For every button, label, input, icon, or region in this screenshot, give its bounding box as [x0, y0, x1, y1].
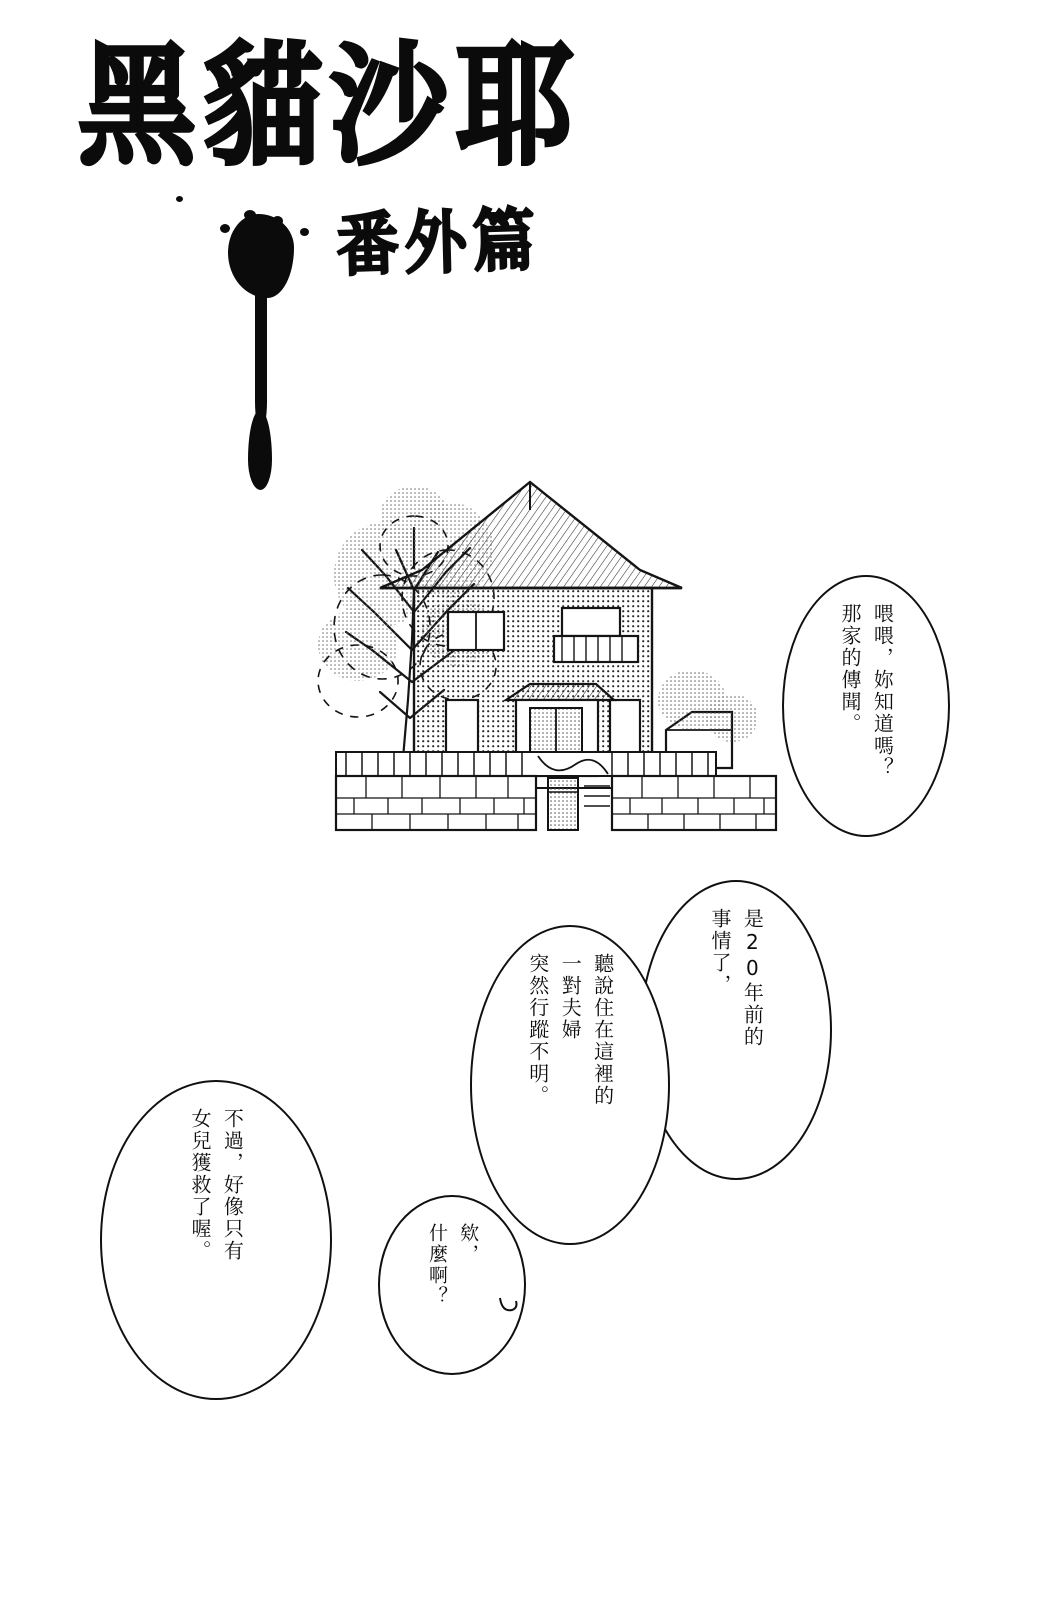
ink-speck [220, 224, 230, 233]
balloon-line: 是20年前的 [740, 908, 765, 1048]
ink-speck [244, 210, 256, 220]
speech-balloon-what [378, 1195, 526, 1375]
balloon-line: 聽說住在這裡的 [590, 953, 615, 1107]
balloon-tail-squiggle [497, 1296, 519, 1322]
balloon-line: 什麼啊？ [426, 1223, 448, 1307]
balloon-line: 女兒獲救了喔。 [188, 1108, 212, 1262]
balloon-line: 喂喂，妳知道嗎？ [870, 603, 895, 779]
balloon-line: 一對夫婦 [558, 953, 583, 1041]
ink-speck [176, 196, 183, 202]
page-subtitle: 番外篇 [335, 199, 542, 286]
speech-balloon-daughter-saved [100, 1080, 332, 1400]
ink-speck [272, 216, 283, 226]
house-illustration [262, 400, 792, 860]
balloon-line: 欸， [457, 1223, 480, 1265]
title-block [78, 28, 658, 310]
ink-speck [300, 228, 309, 236]
speech-balloon-twenty-years-ago [640, 880, 832, 1180]
balloon-line: 突然行蹤不明。 [525, 953, 550, 1107]
balloon-line: 那家的傳聞。 [838, 603, 862, 735]
speech-balloon-rumor-question [782, 575, 950, 837]
page-title: 黑貓沙耶 [78, 28, 583, 184]
balloon-line: 事情了， [708, 908, 732, 996]
balloon-line: 不過，好像只有 [220, 1108, 245, 1262]
